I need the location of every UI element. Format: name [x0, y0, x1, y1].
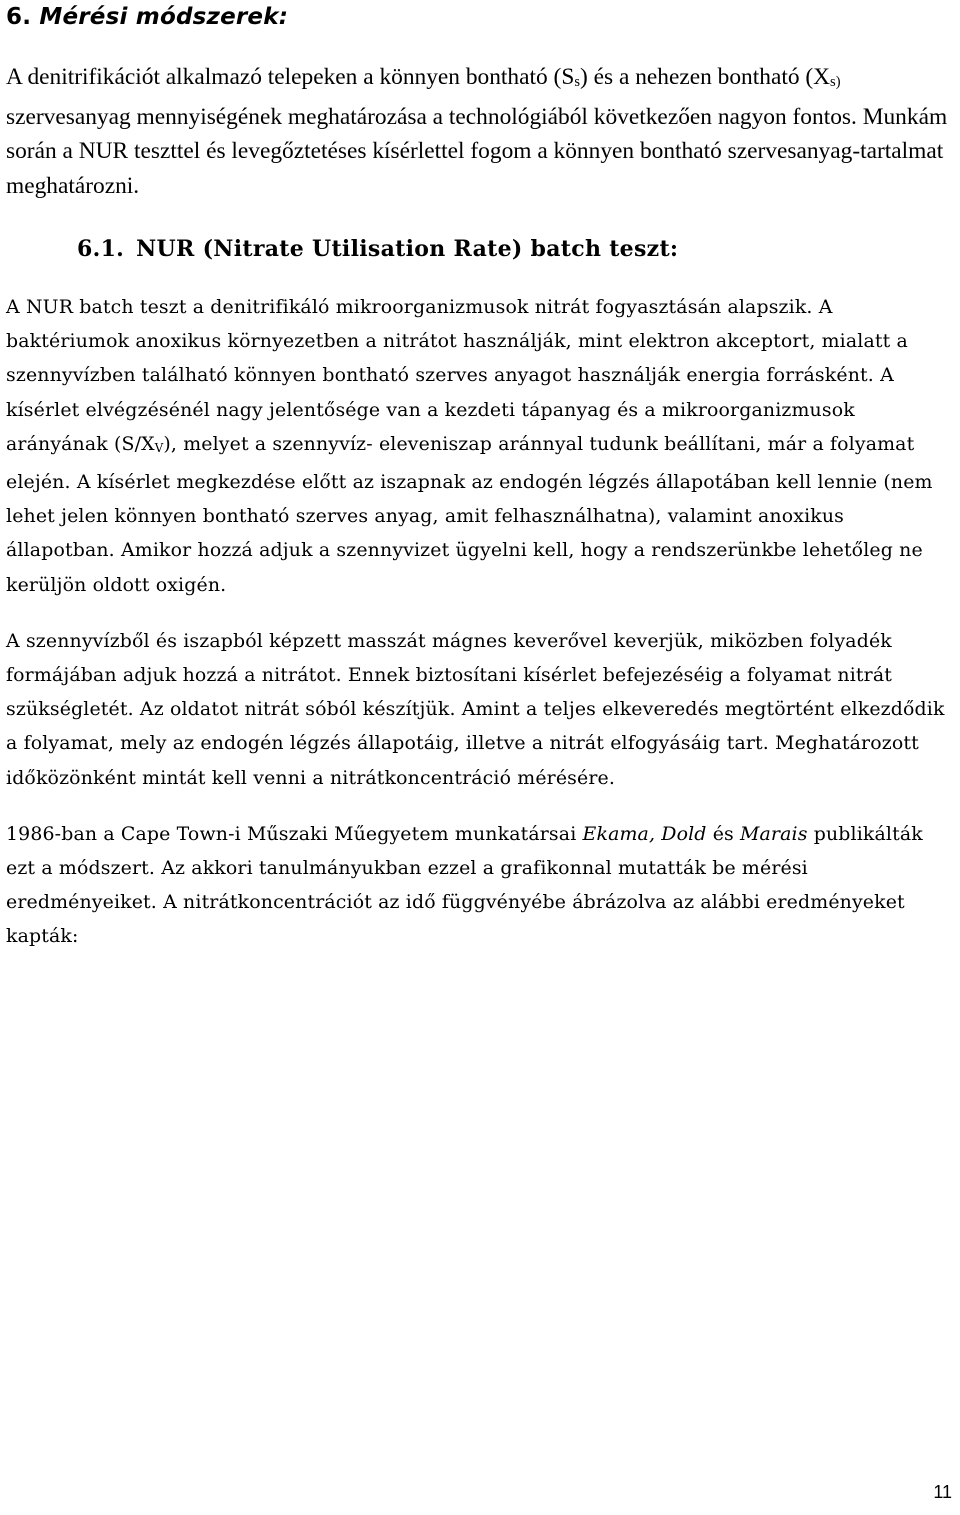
intro-text-3: szervesanyag mennyiségének meghatározása a technológiából következően nagyon fontos. Munkám során a NUR teszttel és levegőztetéses kísérlettel fogom a könnyen bontható szervesanyag-tartalmat meghatározni.: [6, 103, 948, 199]
page-number: 11: [933, 1482, 952, 1502]
chapter-number: 6.: [6, 4, 32, 30]
intro-text-1: A denitrifikációt alkalmazó telepeken a könnyen bontható (S: [6, 64, 575, 90]
intro-subscript-x: s): [830, 74, 841, 90]
intro-subscript-s: s: [574, 74, 580, 90]
chapter-heading: [6, 0, 956, 32]
section-number: 6.1.: [77, 236, 125, 262]
paragraph3-text-3: publikálták ezt a módszert. Az akkori tanulmányukban ezzel a grafikonnal mutatták be mérési eredményeiket. A nitrátkoncentrációt az idő függvényébe ábrázolva az alábbi eredményeket kapták:: [6, 822, 923, 948]
chapter-title: Mérési módszerek:: [39, 4, 289, 30]
body-paragraph-1: [6, 290, 956, 602]
body-paragraph-2: A szennyvízből és iszapból képzett masszát mágnes keverővel keverjük, miközben folyadék formájában adjuk hozzá a nitrátot. Ennek biztosítani kísérlet befejezéséig a folyamat nitrát szükségletét. Az oldatot nitrát sóból készítjük. Amint a teljes elkeveredés megtörtént elkezdődik a folyamat, mely az endogén légzés állapotáig, illetve a nitrát elfogyásáig tart. Meghatározott időközönként mintát kell venni a nitrátkoncentráció mérésére.: [6, 629, 945, 789]
section-heading: [77, 234, 956, 264]
paragraph1-text-2: ), melyet a szennyvíz- eleveniszap aránnyal tudunk beállítani, már a folyamat elején. A kísérlet megkezdése előtt az iszapnak az endogén légzés állapotában kell lennie (nem lehet jelen könnyen bontható szerves anyag, amit felhasználhatna), valamint anoxikus állapotban. Amikor hozzá adjuk a szennyvizet ügyelni kell, hogy a rendszerünkbe lehetőleg ne kerüljön oldott oxigén.: [6, 432, 933, 596]
paragraph3-text-2: és: [706, 822, 741, 845]
body-paragraph-3: [6, 817, 956, 954]
section-title: NUR (Nitrate Utilisation Rate) batch teszt:: [136, 236, 679, 262]
paragraph3-text-1: 1986-ban a Cape Town-i Műszaki Műegyetem munkatársai: [6, 822, 583, 845]
paragraph1-subscript-v: V: [154, 440, 164, 455]
paragraph3-authors-1: Ekama, Dold: [582, 822, 707, 845]
paragraph1-text-1: A NUR batch teszt a denitrifikáló mikroorganizmusok nitrát fogyasztásán alapszik. A baktériumok anoxikus környezetben a nitrátot használják, mint elektron akceptort, mialatt a szennyvízben található könnyen bontható szerves anyagot használják energia forrásként. A kísérlet elvégzésénél nagy jelentősége van a kezdeti tápanyag és a mikroorganizmusok arányának (S/X: [6, 296, 908, 455]
paragraph3-authors-2: Marais: [740, 822, 808, 845]
document-page: [6, 0, 956, 954]
intro-text-2: ) és a nehezen bontható (X: [580, 64, 831, 90]
intro-paragraph: [6, 60, 956, 203]
